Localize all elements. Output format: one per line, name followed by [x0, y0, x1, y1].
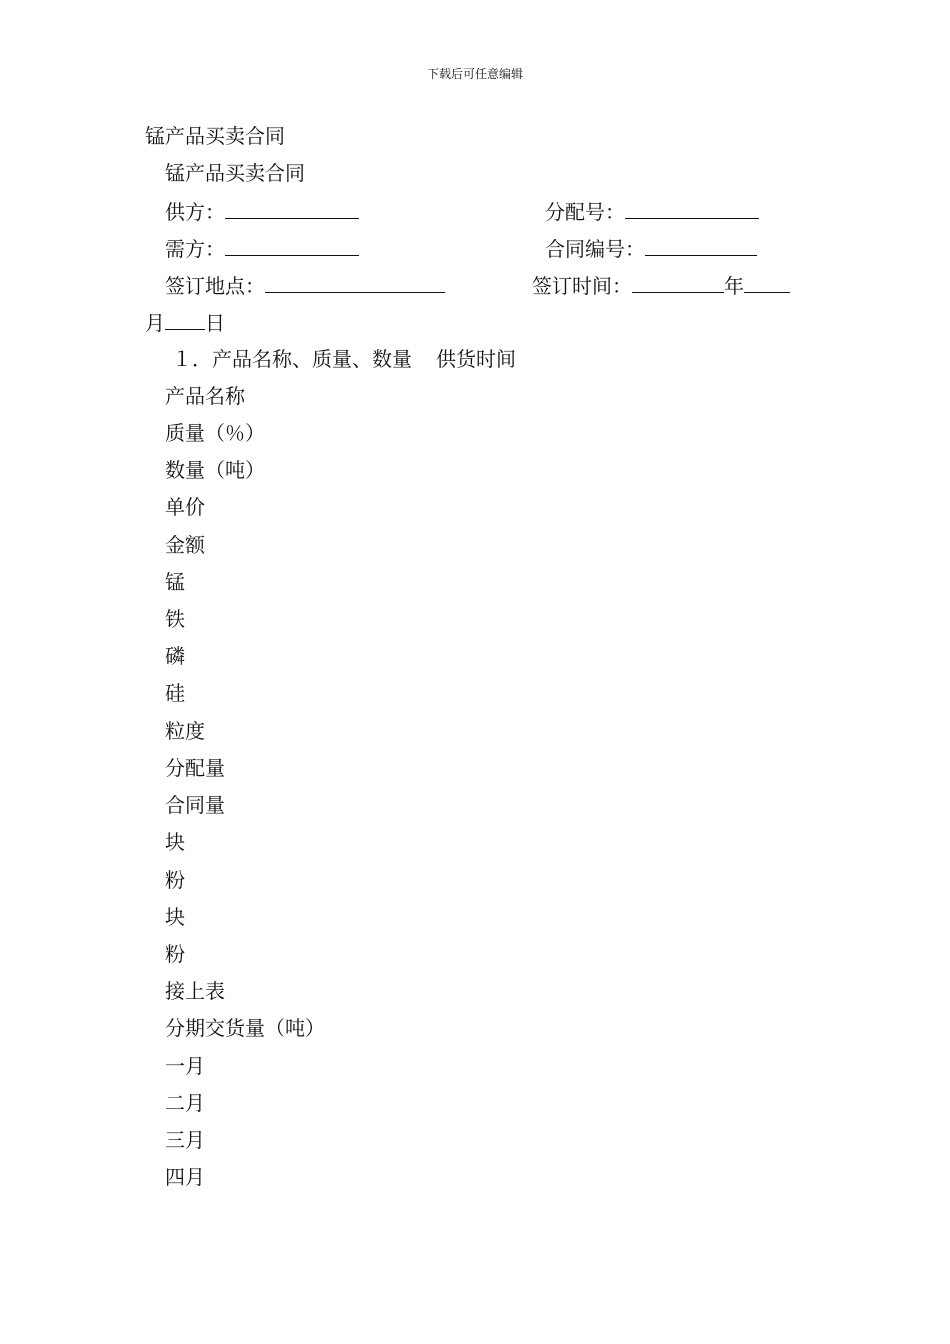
section-1-heading-text: １．产品名称、质量、数量 [172, 347, 412, 371]
supplier-label: 供方： [165, 200, 225, 224]
list-item: 金额 [165, 533, 205, 557]
sign-year-blank[interactable] [632, 272, 724, 293]
sign-time-continued [145, 309, 225, 336]
contract-subtitle: 锰产品买卖合同 [165, 161, 305, 185]
sign-day-blank[interactable] [165, 309, 205, 330]
list-item: 数量（吨） [165, 458, 265, 482]
contract-no-label: 合同编号： [545, 237, 645, 261]
day-label: 日 [205, 311, 225, 335]
list-item: 一月 [165, 1054, 205, 1078]
list-item: 三月 [165, 1128, 205, 1152]
contract-no-field [545, 235, 757, 262]
document-title: 锰产品买卖合同 [145, 124, 285, 148]
list-item: 单价 [165, 495, 205, 519]
supplier-field [165, 198, 359, 225]
sign-place-blank[interactable] [265, 272, 445, 293]
buyer-label: 需方： [165, 237, 225, 261]
section-1-heading-tail: 供货时间 [436, 347, 516, 371]
supplier-blank[interactable] [225, 198, 359, 219]
allocation-field [545, 198, 759, 225]
list-item: 磷 [165, 644, 185, 668]
sign-place-field [165, 272, 445, 299]
allocation-label: 分配号： [545, 200, 625, 224]
list-item: 粉 [165, 942, 185, 966]
contract-no-blank[interactable] [645, 235, 757, 256]
list-item: 粒度 [165, 719, 205, 743]
list-item: 二月 [165, 1091, 205, 1115]
allocation-blank[interactable] [625, 198, 759, 219]
list-item: 质量（％） [165, 421, 265, 445]
buyer-blank[interactable] [225, 235, 359, 256]
list-item: 块 [165, 905, 185, 929]
month-label: 月 [145, 311, 165, 335]
sign-time-field [532, 272, 790, 299]
list-item: 分配量 [165, 756, 225, 780]
list-item: 锰 [165, 570, 185, 594]
year-label: 年 [724, 274, 744, 298]
sign-time-label: 签订时间： [532, 274, 632, 298]
list-item: 接上表 [165, 979, 225, 1003]
list-item: 四月 [165, 1165, 205, 1189]
sign-month-blank[interactable] [744, 272, 790, 293]
list-item: 粉 [165, 868, 185, 892]
list-item: 合同量 [165, 793, 225, 817]
buyer-field [165, 235, 359, 262]
list-item: 硅 [165, 681, 185, 705]
list-item: 产品名称 [165, 384, 245, 408]
sign-place-label: 签订地点： [165, 274, 265, 298]
list-item: 分期交货量（吨） [165, 1016, 325, 1040]
page-header-note: 下载后可任意编辑 [426, 67, 523, 81]
list-item: 块 [165, 830, 185, 854]
section-1-heading [172, 346, 516, 372]
list-item: 铁 [165, 607, 185, 631]
